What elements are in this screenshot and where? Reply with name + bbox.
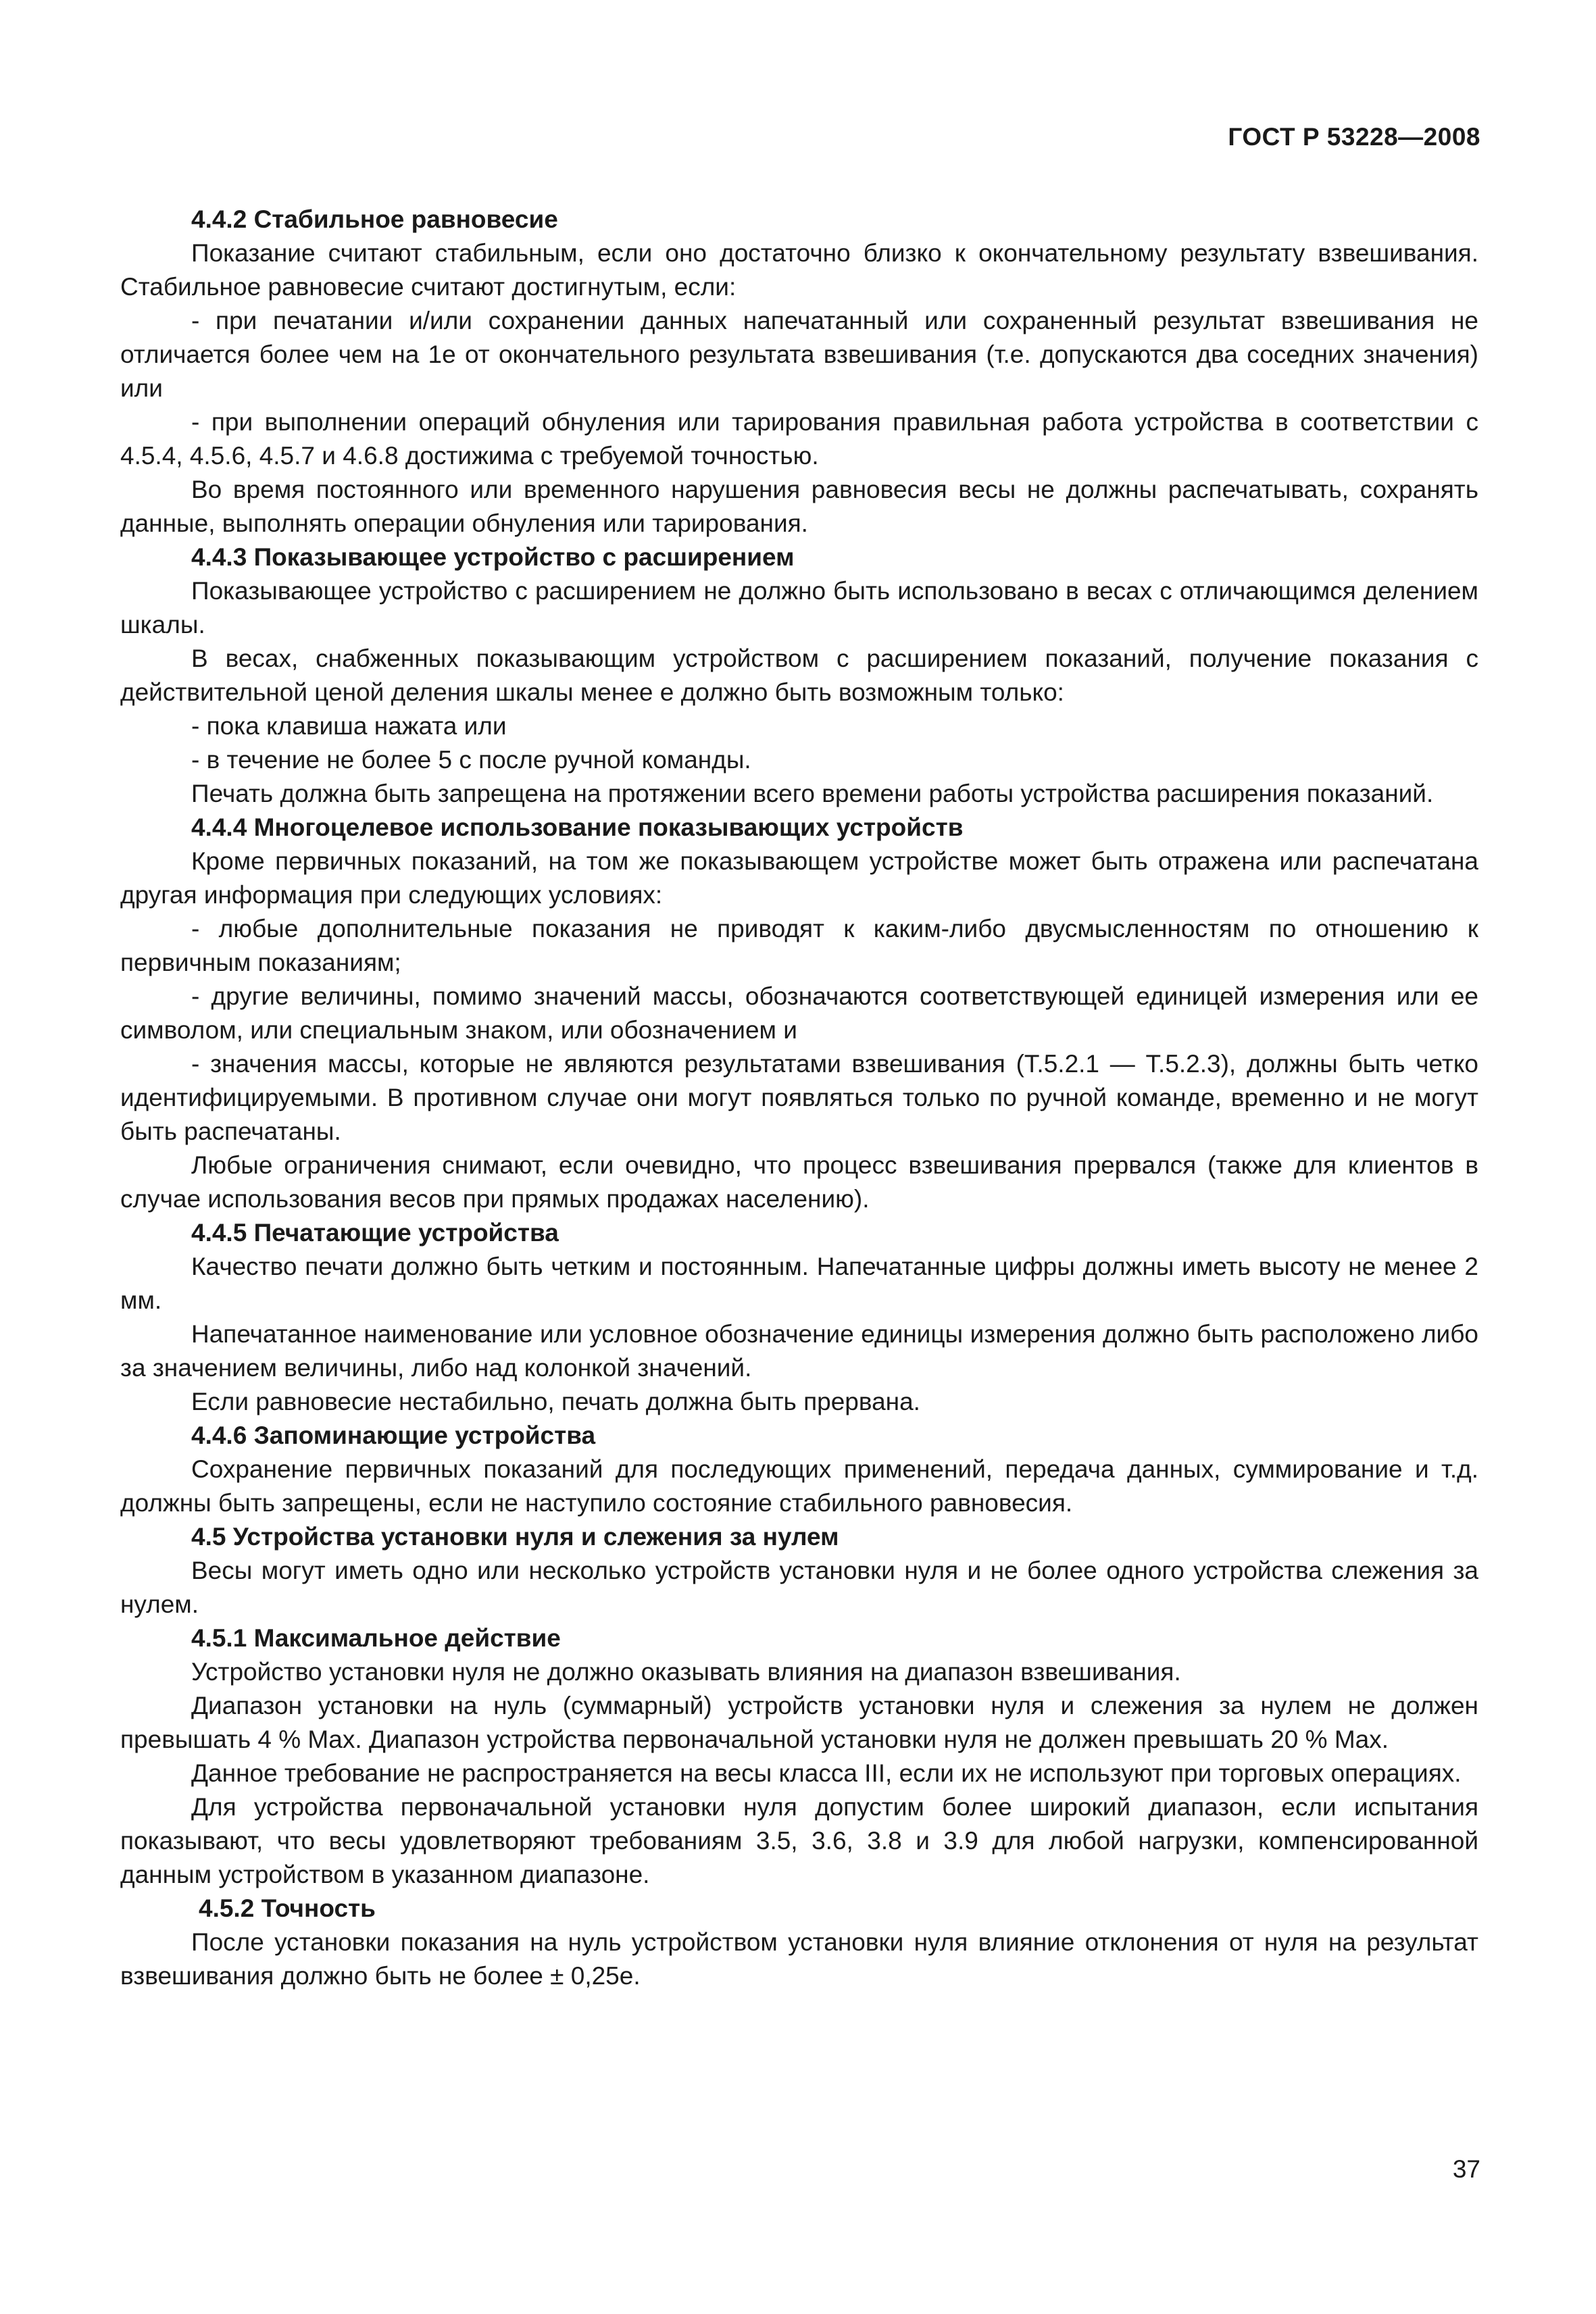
section-heading: 4.4.2 Стабильное равновесие — [191, 205, 558, 233]
paragraph: - пока клавиша нажата или — [191, 712, 507, 740]
paragraph: Показывающее устройство с расширением не должно быть использовано в весах с отличающимся делением шкалы. — [120, 577, 1478, 638]
paragraph: Если равновесие нестабильно, печать должна быть прервана. — [191, 1388, 920, 1415]
paragraph: - в течение не более 5 с после ручной команды. — [191, 746, 751, 774]
paragraph: В весах, снабженных показывающим устройством с расширением показаний, получение показания с действительной ценой деления шкалы менее e должно быть возможным только: — [120, 645, 1478, 706]
paragraph: - другие величины, помимо значений массы, обозначаются соответствующей единицей измерения или ее символом, или специальным знаком, или обозначением и — [120, 982, 1478, 1044]
paragraph: - любые дополнительные показания не приводят к каким-либо двусмысленностям по отношению к первичным показаниям; — [120, 915, 1478, 976]
section-heading: 4.4.4 Многоцелевое использование показывающих устройств — [191, 813, 964, 841]
paragraph: Устройство установки нуля не должно оказывать влияния на диапазон взвешивания. — [191, 1658, 1181, 1686]
section-heading: 4.5.2 Точность — [199, 1894, 376, 1922]
paragraph: Качество печати должно быть четким и постоянным. Напечатанные цифры должны иметь высоту не менее 2 мм. — [120, 1253, 1478, 1314]
paragraph: Показание считают стабильным, если оно достаточно близко к окончательному результату взвешивания. Стабильное равновесие считают достигнутым, если: — [120, 239, 1478, 301]
paragraph: Сохранение первичных показаний для последующих применений, передача данных, суммирование и т.д. должны быть запрещены, если не наступило состояние стабильного равновесия. — [120, 1455, 1478, 1517]
paragraph: - при выполнении операций обнуления или тарирования правильная работа устройства в соответствии с 4.5.4, 4.5.6, 4.5.7 и 4.6.8 достижима с требуемой точностью. — [120, 408, 1478, 470]
section-heading: 4.5 Устройства установки нуля и слежения за нулем — [191, 1523, 839, 1551]
section-heading: 4.4.5 Печатающие устройства — [191, 1219, 559, 1247]
paragraph: Диапазон установки на нуль (суммарный) устройств установки нуля и слежения за нулем не должен превышать 4 % Max. Диапазон устройства первоначальной установки нуля не должен превышать 20 % Max. — [120, 1692, 1478, 1753]
section-heading: 4.4.6 Запоминающие устройства — [191, 1422, 596, 1449]
paragraph: Печать должна быть запрещена на протяжении всего времени работы устройства расширения показаний. — [191, 780, 1434, 807]
paragraph: Любые ограничения снимают, если очевидно, что процесс взвешивания прервался (также для клиентов в случае использования весов при прямых продажах населению). — [120, 1151, 1478, 1213]
paragraph: Кроме первичных показаний, на том же показывающем устройстве может быть отражена или распечатана другая информация при следующих условиях: — [120, 847, 1478, 909]
section-heading: 4.5.1 Максимальное действие — [191, 1624, 561, 1652]
paragraph: Весы могут иметь одно или несколько устройств установки нуля и не более одного устройства слежения за нулем. — [120, 1557, 1478, 1618]
paragraph: Для устройства первоначальной установки нуля допустим более широкий диапазон, если испытания показывают, что весы удовлетворяют требованиям 3.5, 3.6, 3.8 и 3.9 для любой нагрузки, компенсированной данным устройством в указанном диапазоне. — [120, 1793, 1478, 1888]
body-text — [120, 203, 1478, 1993]
paragraph: Данное требование не распространяется на весы класса III, если их не используют при торговых операциях. — [191, 1759, 1462, 1787]
paragraph: После установки показания на нуль устройством установки нуля влияние отклонения от нуля на результат взвешивания должно быть не более ± 0,25e. — [120, 1928, 1478, 1990]
document-id: ГОСТ Р 53228—2008 — [1228, 123, 1480, 151]
section-heading: 4.4.3 Показывающее устройство с расширением — [191, 543, 795, 571]
page-number: 37 — [1452, 2155, 1480, 2183]
paragraph: Напечатанное наименование или условное обозначение единицы измерения должно быть расположено либо за значением величины, либо над колонкой значений. — [120, 1320, 1478, 1382]
paragraph: Во время постоянного или временного нарушения равновесия весы не должны распечатывать, сохранять данные, выполнять операции обнуления или тарирования. — [120, 476, 1478, 537]
paragraph: - при печатании и/или сохранении данных напечатанный или сохраненный результат взвешивания не отличается более чем на 1e от окончательного результата взвешивания (т.е. допускаются два соседних значения) или — [120, 307, 1478, 402]
paragraph: - значения массы, которые не являются результатами взвешивания (Т.5.2.1 — Т.5.2.3), должны быть четко идентифицируемыми. В противном случае они могут появляться только по ручной команде, временно и не могут быть распечатаны. — [120, 1050, 1478, 1145]
